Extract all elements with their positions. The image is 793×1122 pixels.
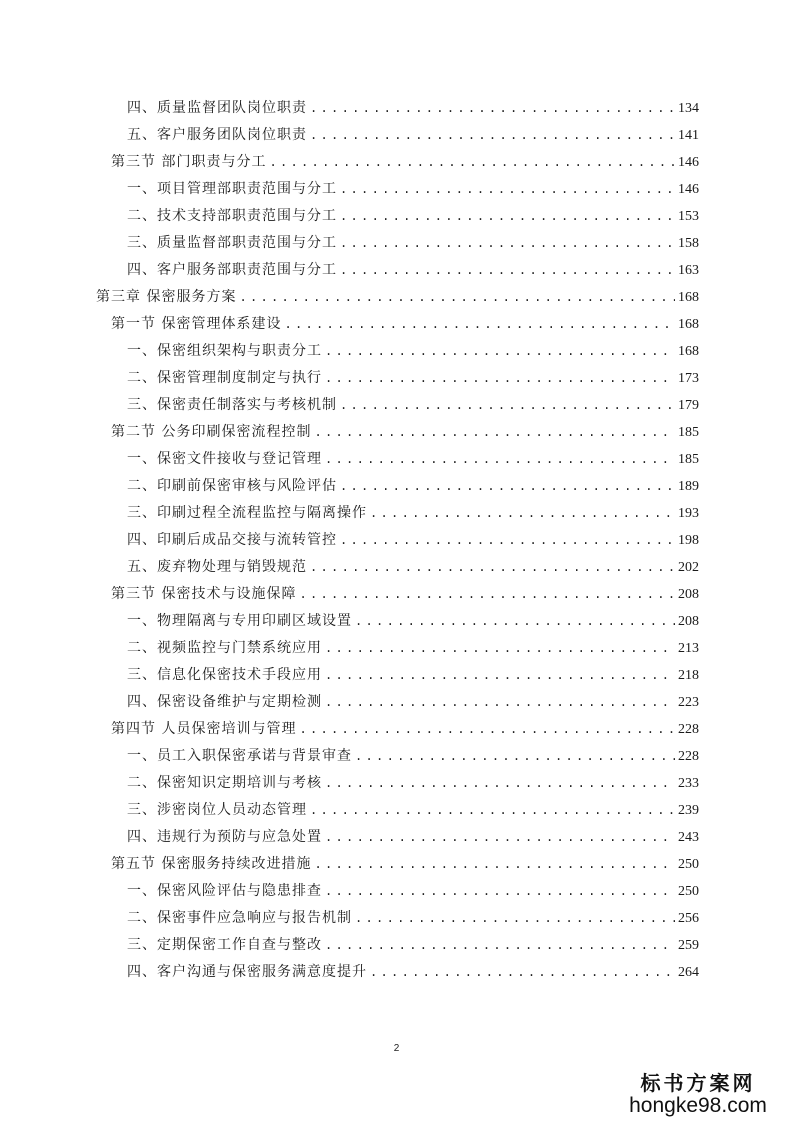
- toc-entry-page: 250: [678, 857, 699, 872]
- toc-entry-title: 三、定期保密工作自查与整改: [127, 937, 322, 953]
- toc-entry-page: 185: [678, 425, 699, 440]
- toc-dot-leader: [325, 662, 675, 689]
- toc-entry-page: 198: [678, 533, 699, 548]
- toc-dot-leader: [310, 797, 675, 824]
- toc-entry-page: 158: [678, 236, 699, 251]
- toc-entry-page: 193: [678, 506, 699, 521]
- toc-entry-title: 二、保密管理制度制定与执行: [127, 370, 322, 386]
- toc-entry-page: 202: [678, 560, 699, 575]
- toc-entry[interactable]: [0, 608, 793, 635]
- toc-entry[interactable]: [0, 851, 793, 878]
- toc-entry-page: 223: [678, 695, 699, 710]
- toc-dot-leader: [340, 392, 675, 419]
- toc-entry-title: 一、保密风险评估与隐患排查: [127, 883, 322, 899]
- toc-dot-leader: [370, 500, 675, 527]
- toc-entry[interactable]: [0, 230, 793, 257]
- toc-dot-leader: [310, 554, 675, 581]
- toc-entry-title: 第三章 保密服务方案: [96, 289, 237, 305]
- toc-entry-page: 208: [678, 614, 699, 629]
- toc-dot-leader: [340, 230, 675, 257]
- toc-dot-leader: [340, 473, 675, 500]
- toc-dot-leader: [340, 527, 675, 554]
- toc-entry-page: 228: [678, 722, 699, 737]
- toc-entry[interactable]: [0, 662, 793, 689]
- table-of-contents: [0, 95, 793, 986]
- toc-entry-title: 四、保密设备维护与定期检测: [127, 694, 322, 710]
- toc-entry-page: 185: [678, 452, 699, 467]
- toc-entry-title: 一、保密组织架构与职责分工: [127, 343, 322, 359]
- toc-entry-title: 第五节 保密服务持续改进措施: [111, 856, 312, 872]
- toc-dot-leader: [314, 851, 675, 878]
- toc-entry-title: 二、技术支持部职责范围与分工: [127, 208, 337, 224]
- toc-entry-title: 二、印刷前保密审核与风险评估: [127, 478, 337, 494]
- watermark-domain: hongke98.com: [629, 1094, 767, 1117]
- toc-entry-title: 四、客户沟通与保密服务满意度提升: [127, 964, 367, 980]
- toc-entry-title: 第四节 人员保密培训与管理: [111, 721, 297, 737]
- toc-entry-title: 一、项目管理部职责范围与分工: [127, 181, 337, 197]
- toc-entry-page: 213: [678, 641, 699, 656]
- toc-entry-title: 一、保密文件接收与登记管理: [127, 451, 322, 467]
- toc-entry-title: 三、质量监督部职责范围与分工: [127, 235, 337, 251]
- toc-entry-title: 四、客户服务部职责范围与分工: [127, 262, 337, 278]
- toc-dot-leader: [340, 176, 675, 203]
- toc-entry-page: 239: [678, 803, 699, 818]
- toc-entry[interactable]: [0, 527, 793, 554]
- toc-dot-leader: [325, 878, 675, 905]
- toc-entry-page: 146: [678, 182, 699, 197]
- toc-entry[interactable]: [0, 689, 793, 716]
- toc-entry-page: 189: [678, 479, 699, 494]
- toc-entry[interactable]: [0, 338, 793, 365]
- toc-dot-leader: [269, 149, 675, 176]
- toc-entry[interactable]: [0, 824, 793, 851]
- toc-entry[interactable]: [0, 878, 793, 905]
- toc-entry[interactable]: [0, 176, 793, 203]
- page-number: 2: [393, 1043, 400, 1054]
- toc-entry[interactable]: [0, 311, 793, 338]
- toc-entry-title: 二、保密知识定期培训与考核: [127, 775, 322, 791]
- toc-entry[interactable]: [0, 257, 793, 284]
- toc-dot-leader: [325, 446, 675, 473]
- toc-dot-leader: [325, 365, 675, 392]
- toc-entry[interactable]: [0, 635, 793, 662]
- toc-dot-leader: [355, 608, 675, 635]
- toc-entry-page: 168: [678, 344, 699, 359]
- toc-entry[interactable]: [0, 473, 793, 500]
- toc-entry-page: 141: [678, 128, 699, 143]
- toc-entry-page: 250: [678, 884, 699, 899]
- toc-entry-title: 三、印刷过程全流程监控与隔离操作: [127, 505, 367, 521]
- toc-entry-page: 153: [678, 209, 699, 224]
- toc-entry-title: 第三节 部门职责与分工: [111, 154, 267, 170]
- toc-entry[interactable]: [0, 959, 793, 986]
- toc-entry[interactable]: [0, 500, 793, 527]
- toc-entry-title: 四、印刷后成品交接与流转管控: [127, 532, 337, 548]
- toc-dot-leader: [355, 743, 675, 770]
- toc-entry[interactable]: [0, 905, 793, 932]
- toc-dot-leader: [325, 689, 675, 716]
- toc-dot-leader: [325, 932, 675, 959]
- toc-entry-page: 218: [678, 668, 699, 683]
- toc-dot-leader: [325, 824, 675, 851]
- toc-dot-leader: [325, 338, 675, 365]
- toc-entry-title: 一、员工入职保密承诺与背景审查: [127, 748, 352, 764]
- toc-entry-title: 四、质量监督团队岗位职责: [127, 100, 307, 116]
- watermark: [623, 1072, 773, 1118]
- toc-entry[interactable]: [0, 284, 793, 311]
- toc-dot-leader: [314, 419, 675, 446]
- toc-entry-title: 五、废弃物处理与销毁规范: [127, 559, 307, 575]
- toc-entry[interactable]: [0, 95, 793, 122]
- toc-dot-leader: [340, 257, 675, 284]
- toc-entry-page: 208: [678, 587, 699, 602]
- toc-entry[interactable]: [0, 419, 793, 446]
- toc-entry[interactable]: [0, 716, 793, 743]
- toc-entry[interactable]: [0, 554, 793, 581]
- toc-entry[interactable]: [0, 446, 793, 473]
- toc-entry-page: 173: [678, 371, 699, 386]
- toc-entry-title: 一、物理隔离与专用印刷区域设置: [127, 613, 352, 629]
- toc-dot-leader: [370, 959, 675, 986]
- toc-entry-title: 二、视频监控与门禁系统应用: [127, 640, 322, 656]
- toc-entry[interactable]: [0, 203, 793, 230]
- toc-dot-leader: [239, 284, 675, 311]
- watermark-site-name: 标书方案网: [640, 1071, 756, 1095]
- toc-dot-leader: [310, 95, 675, 122]
- toc-entry-page: 168: [678, 290, 699, 305]
- toc-entry-title: 四、违规行为预防与应急处置: [127, 829, 322, 845]
- toc-entry-page: 264: [678, 965, 699, 980]
- toc-entry-title: 三、保密责任制落实与考核机制: [127, 397, 337, 413]
- toc-entry-page: 243: [678, 830, 699, 845]
- toc-entry[interactable]: [0, 770, 793, 797]
- toc-dot-leader: [325, 770, 675, 797]
- toc-entry-page: 146: [678, 155, 699, 170]
- toc-entry-page: 179: [678, 398, 699, 413]
- toc-entry-title: 第一节 保密管理体系建设: [111, 316, 282, 332]
- toc-entry-page: 163: [678, 263, 699, 278]
- toc-entry-page: 134: [678, 101, 699, 116]
- toc-dot-leader: [299, 716, 675, 743]
- toc-dot-leader: [340, 203, 675, 230]
- toc-entry-title: 第三节 保密技术与设施保障: [111, 586, 297, 602]
- toc-entry-title: 第二节 公务印刷保密流程控制: [111, 424, 312, 440]
- toc-entry[interactable]: [0, 932, 793, 959]
- toc-entry-title: 五、客户服务团队岗位职责: [127, 127, 307, 143]
- toc-entry[interactable]: [0, 581, 793, 608]
- toc-entry-title: 三、涉密岗位人员动态管理: [127, 802, 307, 818]
- toc-entry-page: 168: [678, 317, 699, 332]
- toc-dot-leader: [299, 581, 675, 608]
- toc-entry[interactable]: [0, 365, 793, 392]
- toc-entry-title: 二、保密事件应急响应与报告机制: [127, 910, 352, 926]
- toc-dot-leader: [284, 311, 675, 338]
- toc-entry[interactable]: [0, 743, 793, 770]
- toc-entry-page: 228: [678, 749, 699, 764]
- toc-dot-leader: [310, 122, 675, 149]
- toc-entry-title: 三、信息化保密技术手段应用: [127, 667, 322, 683]
- toc-entry[interactable]: [0, 392, 793, 419]
- toc-entry[interactable]: [0, 122, 793, 149]
- toc-entry[interactable]: [0, 797, 793, 824]
- toc-entry-page: 259: [678, 938, 699, 953]
- toc-dot-leader: [355, 905, 675, 932]
- toc-entry-page: 256: [678, 911, 699, 926]
- toc-entry[interactable]: [0, 149, 793, 176]
- toc-entry-page: 233: [678, 776, 699, 791]
- toc-dot-leader: [325, 635, 675, 662]
